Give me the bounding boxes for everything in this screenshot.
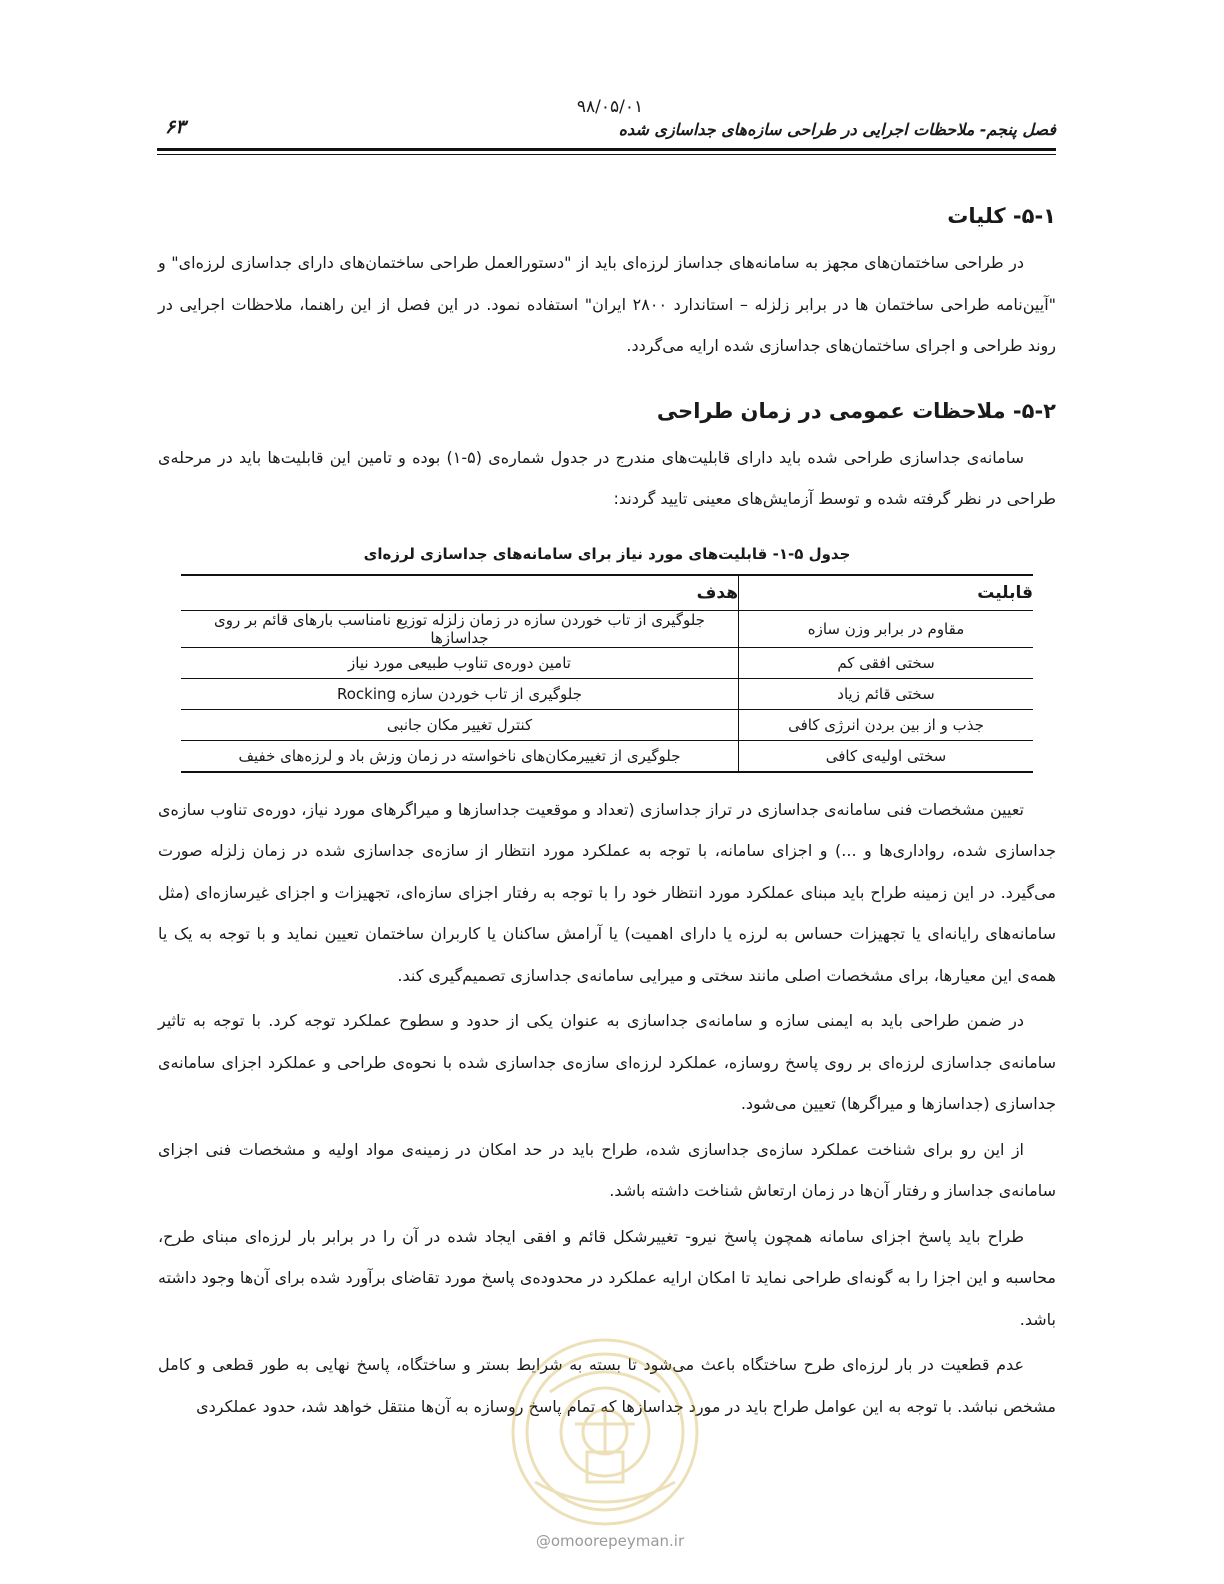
table-caption: جدول ۵-۱- قابلیت‌های مورد نیاز برای سامانه‌های جداسازی لرزه‌ای	[363, 544, 851, 563]
cell-capability: سختی قائم زیاد	[739, 678, 1034, 709]
paragraph-intro: سامانه‌ی جداسازی طراحی شده باید دارای قابلیت‌های مندرج در جدول شماره‌ی (۵-۱) بوده و تامین این قابلیت‌ها باید در مرحله‌ی طراحی در نظر گرفته شده و توسط آزمایش‌های معینی تایید گردند:	[158, 447, 1056, 508]
cell-goal: جلوگیری از تاب خوردن سازه در زمان زلزله توزیع نامناسب بارهای قائم بر روی جداسازها	[181, 610, 739, 647]
paragraph-knowledge: از این رو برای شناخت عملکرد سازه‌ی جداسازی شده، طراح باید در حد امکان در زمینه‌ی مواد اولیه و مشخصات فنی اجزای سامانه‌ی جداساز و رفتار آن‌ها در زمان ارتعاش شناخت داشته باشد.	[158, 1139, 1056, 1200]
watermark-url: @omoorepeyman.ir	[535, 1532, 685, 1550]
paragraph-general: در طراحی ساختمان‌های مجهز به سامانه‌های جداساز لرزه‌ای باید از "دستورالعمل طراحی ساختمان‌های دارای جداسازی لرزه‌ای" و "آیین‌نامه طراحی ساختمان ها در برابر زلزله – استاندارد ۲۸۰۰ ایران" استفاده نمود. در این فصل از این راهنما، ملاحظات اجرایی در روند طراحی و اجرای ساختمان‌های جداسازی شده ارایه می‌گردد.	[158, 253, 1057, 355]
table-row	[181, 678, 1033, 709]
watermark-seal-icon	[505, 1332, 705, 1532]
page-number: ۶۳	[165, 116, 186, 138]
section-heading-design-considerations: ۵-۲- ملاحظات عمومی در زمان طراحی	[656, 398, 1056, 423]
paragraph-response: طراح باید پاسخ اجزای سامانه همچون پاسخ نیرو- تغییرشکل قائم و افقی ایجاد شده در آن را در برابر بار لرزه‌ای مبنای طرح، محاسبه و این اجزا را به گونه‌ای طراحی نماید تا امکان ارایه عملکرد در محدوده‌ی پاسخ مورد تقاضای برآورد شده برای آن‌ها وجود داشته باشد.	[158, 1226, 1056, 1329]
header-capability: قابلیت	[739, 575, 1034, 611]
header-date: ۹۸/۰۵/۰۱	[576, 97, 644, 117]
cell-capability: جذب و از بین بردن انرژی کافی	[739, 709, 1034, 740]
cell-capability: سختی اولیه‌ی کافی	[739, 740, 1034, 772]
header-goal: هدف	[181, 575, 739, 611]
table-row	[181, 647, 1033, 678]
cell-capability: مقاوم در برابر وزن سازه	[739, 610, 1034, 647]
table-row	[181, 709, 1033, 740]
paragraph-safety: در ضمن طراحی باید به ایمنی سازه و سامانه‌ی جداسازی به عنوان یکی از حدود و سطوح عملکرد توجه کرد. با توجه به تاثیر سامانه‌ی جداسازی لرزه‌ای بر روی پاسخ روسازه، عملکرد لرزه‌ای سازه‌ی جداسازی شده با نحوه‌ی طراحی و عملکرد اجزای سامانه‌ی جداسازی (جداسازها و میراگرها) تعیین می‌شود.	[158, 1011, 1056, 1113]
chapter-title: فصل پنجم- ملاحظات اجرایی در طراحی سازه‌های جداسازی شده	[618, 120, 1056, 139]
cell-goal: جلوگیری از تغییرمکان‌های ناخواسته در زمان وزش باد و لرزه‌های خفیف	[181, 740, 739, 772]
cell-capability: سختی افقی کم	[739, 647, 1034, 678]
cell-goal: جلوگیری از تاب خوردن سازه Rocking	[181, 678, 739, 709]
table-header-row	[181, 575, 1033, 611]
main-content	[158, 196, 1056, 1427]
table-row	[181, 610, 1033, 647]
header-rule	[157, 148, 1056, 151]
paragraph-specifications: تعیین مشخصات فنی سامانه‌ی جداسازی در تراز جداسازی (تعداد و موقعیت جداسازها و میراگرهای مورد نیاز، دوره‌ی تناوب سازه‌ی جداسازی شده، رواداری‌ها و ...) و اجزای سامانه، با توجه به عملکرد مورد انتظار از سازه‌ی جداسازی شده در زمان زلزله صورت می‌گیرد. در این زمینه طراح باید مبنای عملکرد مورد انتظار خود را با توجه به رفتار اجزای سازه‌ای، تجهیزات و اجزای غیرسازه‌ای (مثل سامانه‌های رایانه‌ای یا تجهیزات حساس به لرزه یا دارای اهمیت) یا آرامش ساکنان یا کاربران ساختمان تعیین نماید و با توجه به یک یا همه‌ی این معیارها، برای مشخصات اصلی مانند سختی و میرایی سامانه‌ی جداسازی تصمیم‌گیری کند.	[158, 799, 1056, 985]
cell-goal: کنترل تغییر مکان جانبی	[181, 709, 739, 740]
capabilities-table	[181, 574, 1033, 773]
header-rule-thin	[157, 154, 1056, 155]
paragraph-uncertainty: عدم قطعیت در بار لرزه‌ای طرح ساختگاه باعث می‌شود تا بسته به شرایط بستر و ساختگاه، پاسخ نهایی به طور قطعی و کامل مشخص نباشد. با توجه به این عوامل طراح باید در مورد جداسازها که تمام پاسخ روسازه به آن‌ها منتقل خواهد شد، حدود عملکردی	[158, 1355, 1056, 1416]
table-row	[181, 740, 1033, 772]
cell-goal: تامین دوره‌ی تناوب طبیعی مورد نیاز	[181, 647, 739, 678]
section-heading-general: ۵-۱- کلیات	[947, 204, 1056, 228]
